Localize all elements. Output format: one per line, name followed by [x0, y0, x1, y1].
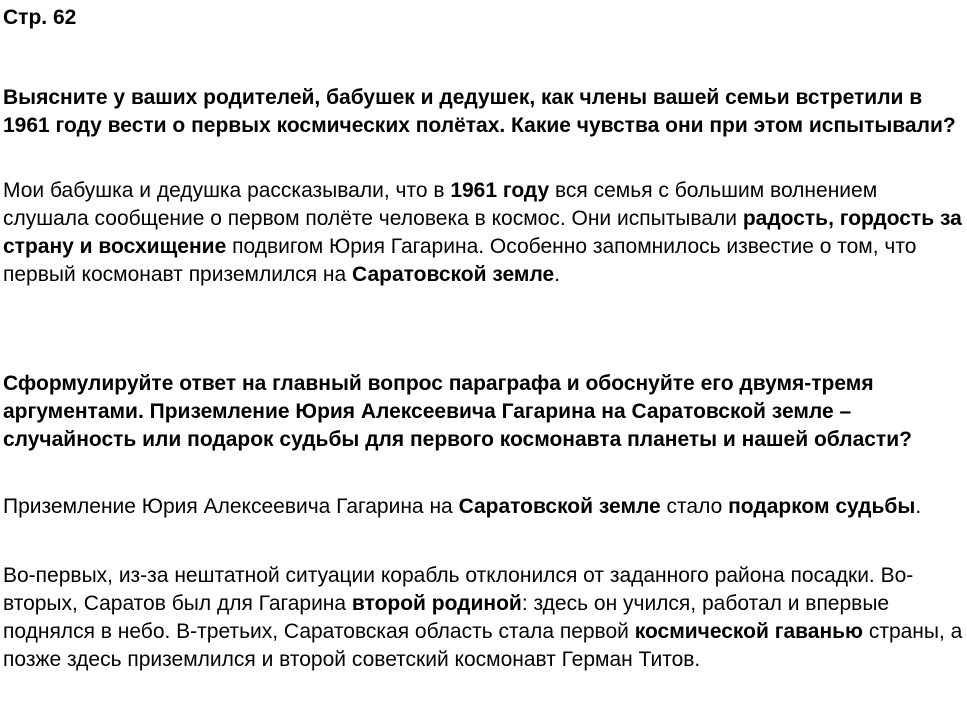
answer-1 [3, 177, 965, 289]
question-1: Выясните у ваших родителей, бабушек и дедушек, как члены вашей семьи встретили в 1961 году вести о первых космических полётах. Какие чувства они при этом испытывали? [3, 86, 956, 137]
answer-2-text-2: стало [660, 495, 729, 518]
answer-3-bold-homeland: второй родиной [351, 592, 522, 615]
question-2: Сформулируйте ответ на главный вопрос параграфа и обоснуйте его двумя-тремя аргументами. Приземление Юрия Алексеевича Гагарина на Саратовской земле – случайность или подарок судьбы для первого космонавта планеты и нашей области? [3, 372, 912, 451]
answer-3-arguments [3, 562, 965, 674]
answer-1-bold-year: 1961 году [450, 179, 550, 202]
answer-2-bold-conclusion: подарком судьбы [728, 495, 916, 518]
answer-1-bold-feelings: радость, гордость за страну и восхищение [3, 207, 962, 258]
answer-2 [3, 493, 965, 521]
answer-1-text-4: . [554, 263, 561, 286]
answer-3-text-3: страны, а позже здесь приземлился и второй советский космонавт Герман Титов. [3, 620, 963, 671]
answer-3-text-1: Во-первых, из-за нештатной ситуации корабль отклонился от заданного района посадки. Во-вторых, Саратов был для Гагарина [3, 564, 914, 615]
answer-2-text-1: Приземление Юрия Алексеевича Гагарина на [3, 495, 459, 518]
answer-1-text-1: Мои бабушка и дедушка рассказывали, что в [3, 179, 451, 202]
answer-1-text-3: подвигом Юрия Гагарина. Особенно запомнилось известие о том, что первый космонавт приземлился на [3, 235, 917, 286]
answer-1-bold-place: Саратовской земле [352, 263, 555, 286]
answer-3-bold-harbor: космической гаванью [634, 620, 863, 643]
answer-2-bold-place: Саратовской земле [458, 495, 661, 518]
answer-2-text-3: . [915, 495, 922, 518]
answer-1-text-2: вся семья с большим волнением слушала сообщение о первом полёте человека в космос. Они испытывали [3, 179, 878, 230]
answer-3-text-2: : здесь он учился, работал и впервые поднялся в небо. В-третьих, Саратовская область стала первой [3, 592, 890, 643]
page-number: Стр. 62 [3, 6, 77, 29]
